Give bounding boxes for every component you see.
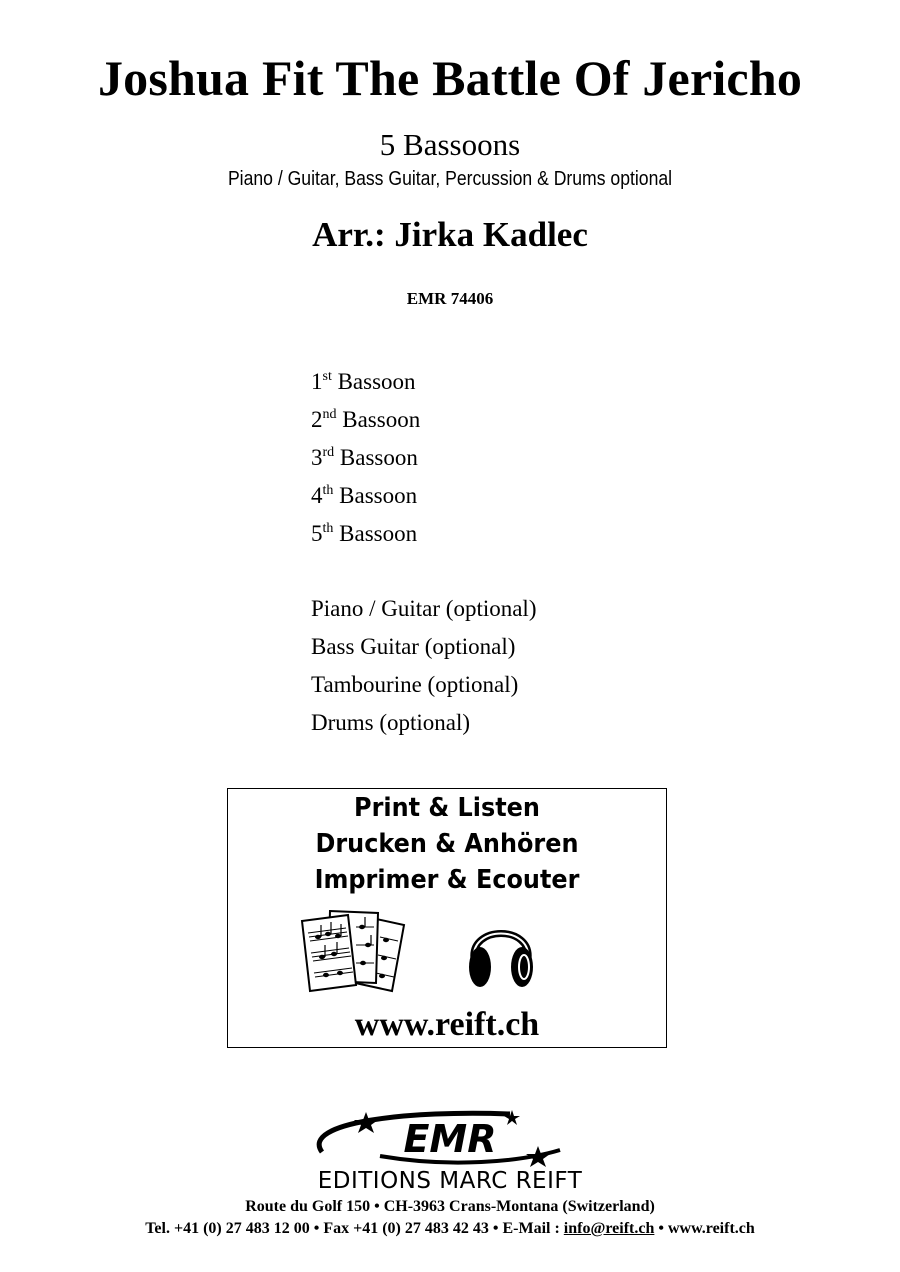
promo-line-french: Imprimer & Ecouter bbox=[314, 865, 580, 895]
part-item: Drums (optional) bbox=[311, 710, 471, 735]
part-item: 4th Bassoon bbox=[311, 483, 418, 508]
part-item: 5th Bassoon bbox=[311, 521, 418, 546]
optional-parts-list bbox=[311, 590, 537, 742]
headphones-icon bbox=[466, 911, 536, 991]
part-item: 3rd Bassoon bbox=[311, 445, 418, 470]
email-link[interactable]: info@reift.ch bbox=[563, 1220, 655, 1237]
promo-website-link[interactable]: www.reift.ch bbox=[354, 1006, 540, 1043]
arranger: Arr.: Jirka Kadlec bbox=[312, 215, 588, 254]
bassoon-parts-list bbox=[311, 363, 420, 553]
part-item: Piano / Guitar (optional) bbox=[311, 596, 537, 621]
page-title: Joshua Fit The Battle Of Jericho bbox=[97, 50, 803, 106]
catalog-number: EMR 74406 bbox=[406, 289, 494, 308]
part-item: Bass Guitar (optional) bbox=[311, 634, 516, 659]
contact-website: • www.reift.ch bbox=[654, 1220, 755, 1237]
instrumentation-line: Piano / Guitar, Bass Guitar, Percussion & Drums optional bbox=[227, 168, 673, 190]
promo-line-german: Drucken & Anhören bbox=[315, 829, 579, 859]
subtitle: 5 Bassoons bbox=[379, 127, 521, 162]
part-item: 1st Bassoon bbox=[311, 369, 416, 394]
part-item: 2nd Bassoon bbox=[311, 407, 421, 432]
print-listen-box bbox=[227, 788, 667, 1048]
publisher-name: EDITIONS MARC REIFT bbox=[317, 1168, 583, 1192]
contact-phone-fax: Tel. +41 (0) 27 483 12 00 • Fax +41 (0) 27 483 42 43 • E-Mail : bbox=[145, 1220, 564, 1237]
emr-logo-text: EMR bbox=[403, 1117, 497, 1161]
publisher-contact bbox=[0, 1218, 900, 1240]
emr-publisher-logo bbox=[260, 1108, 640, 1192]
promo-line-english: Print & Listen bbox=[354, 793, 540, 823]
part-item: Tambourine (optional) bbox=[311, 672, 519, 697]
sheet-music-icon bbox=[300, 907, 412, 995]
publisher-address: Route du Golf 150 • CH-3963 Crans-Montana (Switzerland) bbox=[245, 1198, 655, 1215]
